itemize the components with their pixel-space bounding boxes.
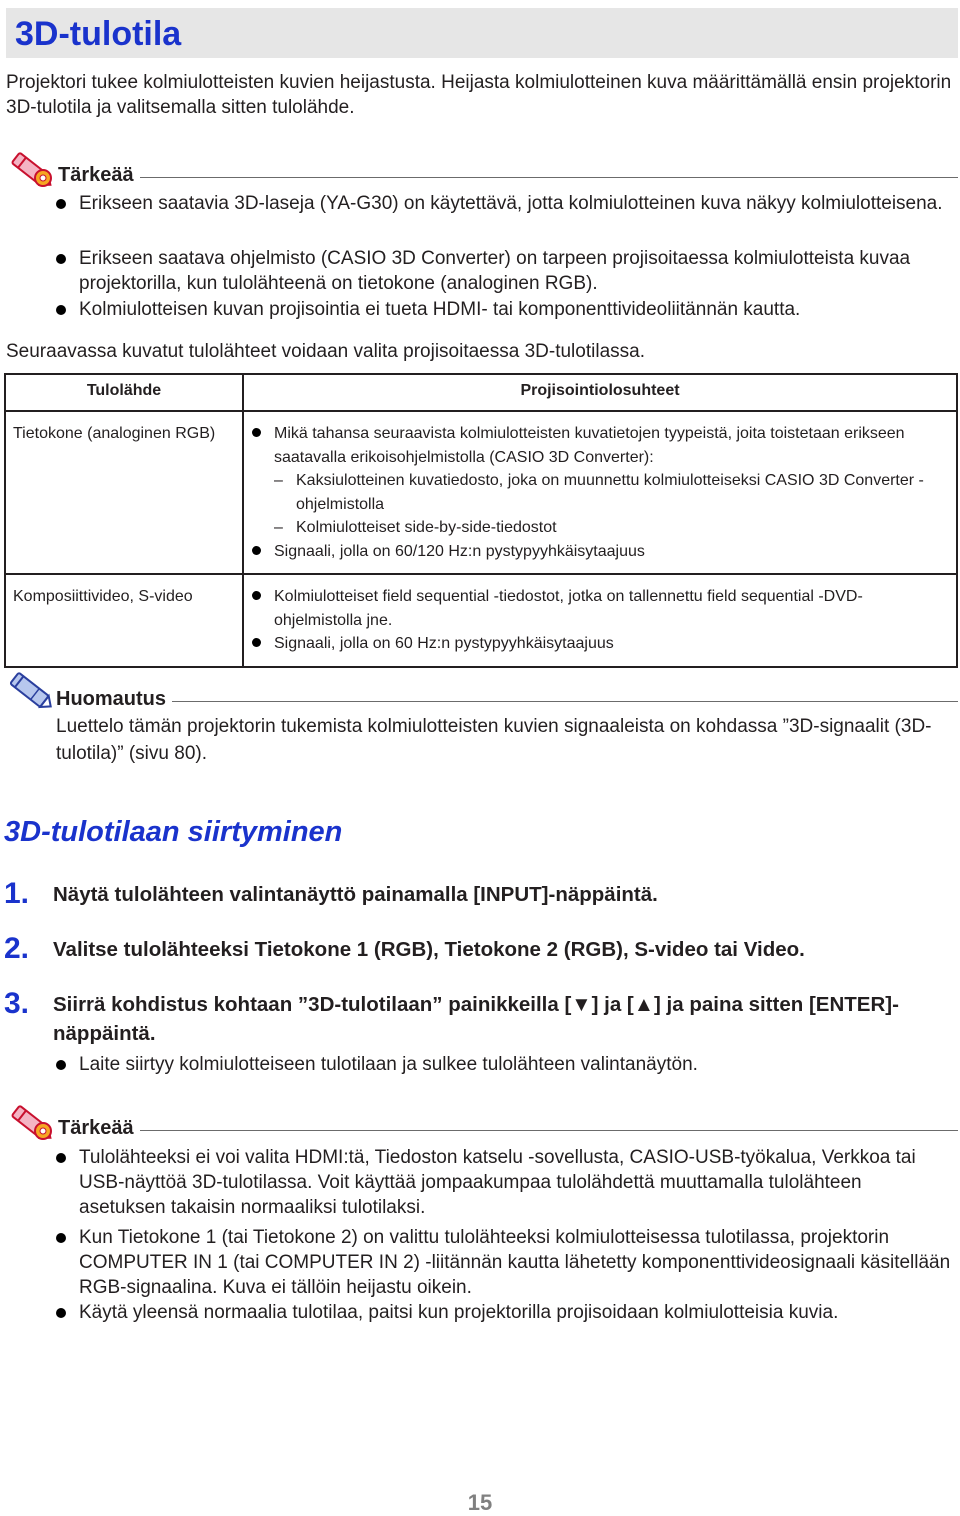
- table-intro: Seuraavassa kuvatut tulolähteet voidaan valita projisoitaessa 3D-tulotilassa.: [6, 341, 645, 362]
- step-text: Näytä tulolähteen valintanäyttö painamalla [INPUT]-näppäintä.: [53, 883, 658, 906]
- title-bar: [6, 8, 958, 58]
- step-2: [4, 932, 954, 965]
- bullet-icon: [252, 428, 261, 437]
- important-pencil-icon: [6, 1099, 56, 1145]
- step-number: 1.: [4, 877, 30, 910]
- important-pencil-icon: [6, 146, 56, 192]
- bullet-icon: [252, 591, 261, 600]
- page-number: 15: [467, 1490, 493, 1515]
- table-bullet: Signaali, jolla on 60 Hz:n pystypyyhkäisytaajuus: [252, 632, 950, 656]
- important-label: Tärkeää: [58, 1116, 140, 1140]
- important-bullet: Erikseen saatava ohjelmisto (CASIO 3D Converter) on tarpeen projisoitaessa kolmiulotteista kuvaa projektorilla, kun tulolähteenä on tietokone (analoginen RGB).: [56, 246, 951, 296]
- header-source: Tulolähde: [5, 374, 243, 411]
- intro-paragraph: Projektori tukee kolmiulotteisten kuvien heijastusta. Heijasta kolmiulotteinen kuva määrittämällä ensin projektorin 3D-tulotila ja valitsemalla sitten tulolähde.: [6, 72, 952, 118]
- important-bullet: Tulolähteeksi ei voi valita HDMI:tä, Tiedoston katselu -sovellusta, CASIO-USB-työkalua, Verkkoa tai USB-näyttöä 3D-tulotilassa. Voit käyttää jompaakumpaa tulolähdettä muuttamalla tulolähteen asetuksen takaisin normaaliksi tulotilaksi.: [56, 1145, 951, 1220]
- note-header: [6, 666, 958, 716]
- note-rule: [56, 701, 958, 702]
- important-bullet: Kun Tietokone 1 (tai Tietokone 2) on valittu tulolähteeksi kolmiulotteisessa tulotilassa, projektorin COMPUTER IN 1 (tai COMPUTER IN 2) -liitännän kautta lähetetty komponenttivideosignaali käsitellään RGB-signaalina. Kuva ei tällöin heijastu oikein.: [56, 1225, 951, 1300]
- table-bullet: Mikä tahansa seuraavista kolmiulotteisten kuvatietojen tyypeistä, joita toistetaan erikseen saatavalla erikoisohjelmistolla (CASIO 3D Converter):: [252, 422, 950, 469]
- important-bullet: Kolmiulotteisen kuvan projisointia ei tueta HDMI- tai komponenttivideoliitännän kautta.: [56, 297, 951, 322]
- important-rule: [58, 177, 958, 178]
- bullet-icon: [56, 254, 66, 264]
- bullet-icon: [252, 638, 261, 647]
- conditions-cell: [244, 412, 956, 573]
- conditions-cell: [244, 575, 956, 666]
- bullet-icon: [56, 199, 66, 209]
- bullet-icon: [56, 1153, 66, 1163]
- page-title: 3D-tulotila: [15, 15, 182, 53]
- important-bullet: Käytä yleensä normaalia tulotilaa, paitsi kun projektorilla projisoidaan kolmiulotteisia kuvia.: [56, 1300, 951, 1325]
- bullet-icon: [56, 1308, 66, 1318]
- dash-icon: –: [274, 472, 283, 489]
- step-text: Siirrä kohdistus kohtaan ”3D-tulotilaan” painikkeilla [▼] ja [▲] ja paina sitten [ENTER]-näppäintä.: [53, 993, 899, 1045]
- table-row: [5, 411, 957, 574]
- note-pencil-icon: [6, 666, 56, 716]
- step-1: [4, 877, 954, 910]
- bullet-icon: [56, 305, 66, 315]
- source-cell: Komposiittivideo, S-video: [13, 588, 193, 605]
- source-cell: Tietokone (analoginen RGB): [13, 425, 216, 442]
- note-text: Luettelo tämän projektorin tukemista kolmiulotteisten kuvien signaaleista on kohdassa ”3D-signaalit (3D-tulotila)” (sivu 80).: [56, 716, 932, 764]
- important-bullet: Erikseen saatavia 3D-laseja (YA-G30) on käytettävä, jotta kolmiulotteinen kuva näkyy kolmiulotteisena.: [56, 191, 951, 216]
- section-title: 3D-tulotilaan siirtyminen: [4, 816, 343, 848]
- bullet-icon: [56, 1060, 66, 1070]
- important-header: [6, 146, 958, 192]
- step-number: 3.: [4, 987, 30, 1020]
- dash-icon: –: [274, 519, 283, 536]
- table-dash-item: – Kaksiulotteinen kuvatiedosto, joka on muunnettu kolmiulotteiseksi CASIO 3D Converter -ohjelmistolla: [252, 469, 950, 516]
- step-3: [4, 987, 954, 1048]
- note-label: Huomautus: [56, 687, 172, 711]
- important-header: [6, 1099, 958, 1145]
- step-number: 2.: [4, 932, 30, 965]
- table-bullet: Kolmiulotteiset field sequential -tiedostot, jotka on tallennettu field sequential -DVD-ohjelmistolla jne.: [252, 585, 950, 632]
- step-text: Valitse tulolähteeksi Tietokone 1 (RGB), Tietokone 2 (RGB), S-video tai Video.: [53, 938, 805, 961]
- bullet-icon: [252, 546, 261, 555]
- step-result-bullet: Laite siirtyy kolmiulotteiseen tulotilaan ja sulkee tulolähteen valintanäytön.: [56, 1052, 951, 1077]
- input-source-table: [4, 373, 958, 668]
- table-bullet: Signaali, jolla on 60/120 Hz:n pystypyyhkäisytaajuus: [252, 540, 950, 564]
- table-row: [5, 574, 957, 667]
- bullet-icon: [56, 1233, 66, 1243]
- table-header-row: [5, 374, 957, 411]
- important-label: Tärkeää: [58, 163, 140, 187]
- important-rule: [58, 1130, 958, 1131]
- table-dash-item: – Kolmiulotteiset side-by-side-tiedostot: [252, 516, 950, 540]
- header-conditions: Projisointiolosuhteet: [243, 374, 957, 411]
